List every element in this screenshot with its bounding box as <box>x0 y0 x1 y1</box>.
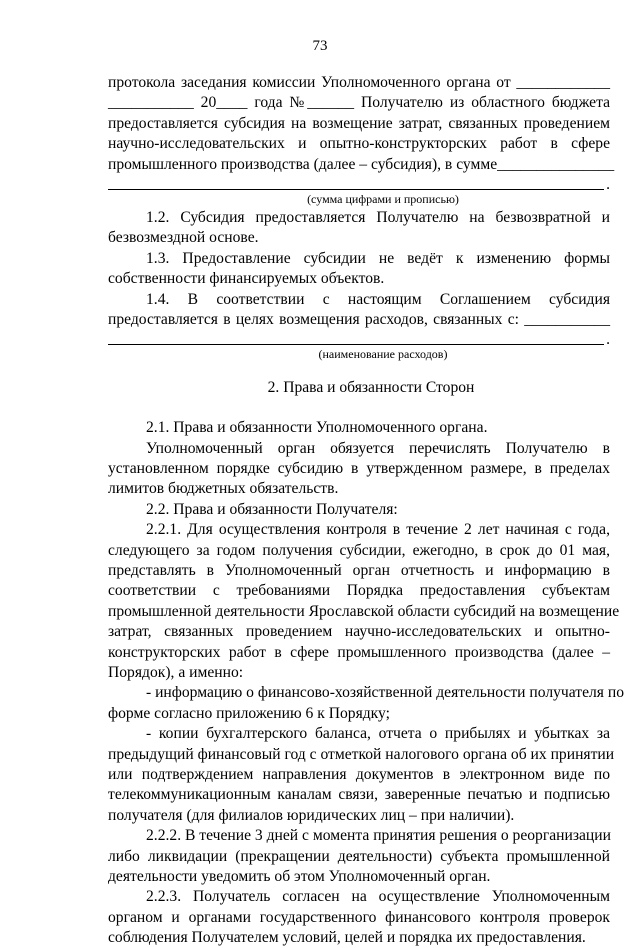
text-line: предоставляется субсидия на возмещение затрат, связанных проведением <box>108 114 610 132</box>
text-line: получателя (для филиалов юридических лиц – при наличии). <box>108 806 515 824</box>
text-line: телекоммуникационным каналам связи, заверенные печатью и подписью <box>108 786 610 804</box>
text-line: 2.2.1. Для осуществления контроля в течение 2 лет начиная с года, <box>146 521 610 539</box>
blank-line-amount <box>108 175 610 192</box>
text-line: конструкторских работ в сфере промышленного производства (далее – <box>108 643 610 661</box>
text-line: предоставляется в целях возмещения расходов, связанных с: ___________ <box>108 310 610 328</box>
section-heading-2: 2. Права и обязанности Сторон <box>267 379 475 397</box>
text-line: форме согласно приложению 6 к Порядку; <box>108 704 390 722</box>
text-line: соблюдения Получателем условий, целей и порядка их предоставления. <box>108 929 586 947</box>
text-line: промышленной деятельности Ярославской области субсидий на возмещение <box>108 602 620 620</box>
text-line: 1.4. В соответствии с настоящим Соглашением субсидия <box>146 290 610 308</box>
list-item-financial-info <box>108 683 624 724</box>
text-line: 2.2.2. В течение 3 дней с момента принятия решения о реорганизации <box>146 827 611 845</box>
paragraph-1-2 <box>108 208 610 249</box>
paragraph-1-4 <box>108 290 610 362</box>
paragraph-2-1 <box>108 418 610 500</box>
paragraph-2-2-3 <box>108 887 610 948</box>
text-line: лимитов бюджетных обязательств. <box>108 480 339 498</box>
text-line: собственности финансируемых объектов. <box>108 270 385 288</box>
text-line: либо ликвидации (прекращении деятельности) субъекта промышленной <box>108 847 610 865</box>
paragraph-1-3 <box>108 249 610 290</box>
paragraph-2-2-1 <box>108 520 620 683</box>
text-line: следующего за годом получения субсидии, ежегодно, в срок до 01 мая, <box>108 541 610 559</box>
text-line: соответствии с требованиями Порядка предоставления субъектам <box>108 582 610 600</box>
paragraph-2-2-2 <box>108 826 610 887</box>
text-line: научно-исследовательских и опытно-конструкторских работ в сфере <box>108 135 610 153</box>
text-line: 1.3. Предоставление субсидии не ведёт к изменению формы <box>146 249 610 267</box>
page-number: 73 <box>312 38 328 54</box>
text-line: 2.1. Права и обязанности Уполномоченного органа. <box>146 419 488 437</box>
text-line: безвозмездной основе. <box>108 229 259 247</box>
line-end-period: . <box>606 331 610 349</box>
text-line: Уполномоченный орган обязуется перечислять Получателю в <box>146 439 610 457</box>
text-line: или подтверждением направления документов в электронном виде по <box>108 765 610 783</box>
text-line: - информацию о финансово-хозяйственной деятельности получателя по <box>146 684 624 702</box>
blank-line-expenses <box>108 330 610 347</box>
text-line: ___________ 20____ года №______ Получателю из областного бюджета <box>108 94 610 112</box>
text-line: промышленного производства (далее – субсидия), в сумме_______________ <box>108 155 615 173</box>
text-line: 2.2. Права и обязанности Получателя: <box>146 500 398 518</box>
text-line: органом и органами государственного финансового контроля проверок <box>108 908 610 926</box>
text-line: установленном порядке субсидию в утвержденном размере, в пределах <box>108 460 610 478</box>
paragraph-subsidy-intro <box>108 73 615 206</box>
paragraph-2-2 <box>108 500 610 520</box>
caption-amount: (сумма цифрами и прописью) <box>307 191 459 206</box>
text-line: представлять в Уполномоченный орган отчетность и информацию в <box>108 562 610 580</box>
text-line: предыдущий финансовый год с отметкой налогового органа об их принятии <box>108 745 615 763</box>
text-line: - копии бухгалтерского баланса, отчета о прибылях и убытках за <box>146 725 610 743</box>
text-line: 2.2.3. Получатель согласен на осуществление Уполномоченным <box>146 888 610 906</box>
line-end-period: . <box>606 175 610 193</box>
text-line: протокола заседания комиссии Уполномоченного органа от ____________ <box>108 74 610 91</box>
caption-expenses: (наименование расходов) <box>318 347 448 362</box>
text-line: затрат, связанных проведением научно-исследовательских и опытно- <box>108 623 610 641</box>
list-item-balance-copies <box>108 724 615 826</box>
text-line: Порядок), а именно: <box>108 663 244 681</box>
document-body <box>108 73 624 948</box>
text-line: 1.2. Субсидия предоставляется Получателю на безвозвратной и <box>146 208 610 226</box>
text-line: деятельности уведомить об этом Уполномоченный орган. <box>108 867 491 885</box>
